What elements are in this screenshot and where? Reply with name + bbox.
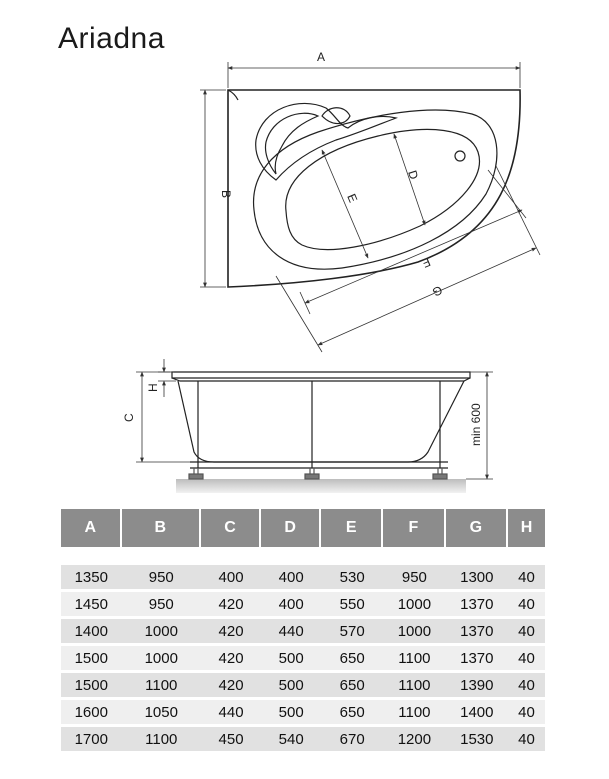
table-cell: 420 bbox=[201, 619, 261, 646]
table-cell: 1100 bbox=[122, 727, 202, 754]
col-header-d: D bbox=[261, 509, 321, 547]
dim-label-c: C bbox=[122, 413, 136, 422]
table-cell: 40 bbox=[508, 565, 545, 592]
table-cell: 650 bbox=[321, 673, 383, 700]
table-cell: 1050 bbox=[122, 700, 202, 727]
table-cell: 570 bbox=[321, 619, 383, 646]
table-cell: 40 bbox=[508, 673, 545, 700]
dim-label-h: H bbox=[146, 383, 160, 392]
col-header-c: C bbox=[201, 509, 261, 547]
table-cell: 1370 bbox=[446, 619, 508, 646]
table-row bbox=[61, 619, 545, 646]
table-cell: 1530 bbox=[446, 727, 508, 754]
table-cell: 500 bbox=[261, 673, 321, 700]
bath-headrest bbox=[256, 103, 396, 180]
table-row bbox=[61, 565, 545, 592]
table-cell: 1000 bbox=[122, 619, 202, 646]
table-cell: 1350 bbox=[61, 565, 122, 592]
table-cell: 1100 bbox=[383, 673, 445, 700]
table-cell: 1370 bbox=[446, 646, 508, 673]
top-view bbox=[228, 90, 520, 287]
table-cell: 550 bbox=[321, 592, 383, 619]
table-cell: 400 bbox=[201, 565, 261, 592]
side-view bbox=[172, 372, 470, 493]
table-cell: 40 bbox=[508, 592, 545, 619]
side-body bbox=[178, 381, 464, 462]
table-cell: 1400 bbox=[61, 619, 122, 646]
dim-label-min: min 600 bbox=[469, 403, 483, 446]
dim-label-d: D bbox=[405, 168, 422, 182]
table-cell: 670 bbox=[321, 727, 383, 754]
table-cell: 1100 bbox=[383, 646, 445, 673]
side-rim bbox=[172, 372, 470, 378]
table-cell: 40 bbox=[508, 646, 545, 673]
col-header-b: B bbox=[122, 509, 202, 547]
table-row bbox=[61, 646, 545, 673]
table-row bbox=[61, 592, 545, 619]
dim-label-a: A bbox=[317, 50, 326, 64]
table-cell: 1000 bbox=[383, 619, 445, 646]
bath-bowl bbox=[286, 129, 480, 249]
table-cell: 400 bbox=[261, 592, 321, 619]
col-header-h: H bbox=[508, 509, 545, 547]
table-cell: 1300 bbox=[446, 565, 508, 592]
table-cell: 650 bbox=[321, 700, 383, 727]
table-cell: 420 bbox=[201, 646, 261, 673]
table-cell: 1500 bbox=[61, 673, 122, 700]
table-cell: 1100 bbox=[122, 673, 202, 700]
table-cell: 450 bbox=[201, 727, 261, 754]
table-cell: 950 bbox=[383, 565, 445, 592]
table-cell: 540 bbox=[261, 727, 321, 754]
dim-label-b: B bbox=[219, 190, 233, 199]
table-row bbox=[61, 673, 545, 700]
table-cell: 1500 bbox=[61, 646, 122, 673]
table-cell: 1390 bbox=[446, 673, 508, 700]
col-header-e: E bbox=[321, 509, 383, 547]
dim-label-f: F bbox=[420, 254, 433, 271]
table-header-row bbox=[61, 509, 545, 547]
dim-label-e: E bbox=[344, 191, 361, 205]
bath-outline bbox=[228, 90, 520, 287]
table-cell: 1600 bbox=[61, 700, 122, 727]
table-cell: 1400 bbox=[446, 700, 508, 727]
table-cell: 40 bbox=[508, 727, 545, 754]
table-cell: 400 bbox=[261, 565, 321, 592]
table-cell: 1450 bbox=[61, 592, 122, 619]
table-cell: 440 bbox=[201, 700, 261, 727]
table-cell: 1700 bbox=[61, 727, 122, 754]
table-cell: 440 bbox=[261, 619, 321, 646]
table-cell: 530 bbox=[321, 565, 383, 592]
col-header-a: A bbox=[61, 509, 122, 547]
table-cell: 950 bbox=[122, 565, 202, 592]
table-row bbox=[61, 727, 545, 754]
page-title: Ariadna bbox=[58, 22, 165, 55]
bath-legs bbox=[189, 468, 447, 479]
table-cell: 1100 bbox=[383, 700, 445, 727]
table-cell: 420 bbox=[201, 592, 261, 619]
table-cell: 40 bbox=[508, 700, 545, 727]
dim-label-g: G bbox=[430, 282, 445, 300]
col-header-f: F bbox=[383, 509, 445, 547]
drain-icon bbox=[455, 151, 465, 161]
table-row bbox=[61, 700, 545, 727]
table-cell: 1200 bbox=[383, 727, 445, 754]
table-cell: 1000 bbox=[122, 646, 202, 673]
floor bbox=[176, 479, 466, 493]
table-cell: 1370 bbox=[446, 592, 508, 619]
table-cell: 420 bbox=[201, 673, 261, 700]
table-cell: 650 bbox=[321, 646, 383, 673]
table-cell: 1000 bbox=[383, 592, 445, 619]
table-cell: 500 bbox=[261, 646, 321, 673]
specs-table bbox=[61, 509, 545, 754]
table-cell: 500 bbox=[261, 700, 321, 727]
table-cell: 40 bbox=[508, 619, 545, 646]
col-header-g: G bbox=[446, 509, 508, 547]
table-cell: 950 bbox=[122, 592, 202, 619]
